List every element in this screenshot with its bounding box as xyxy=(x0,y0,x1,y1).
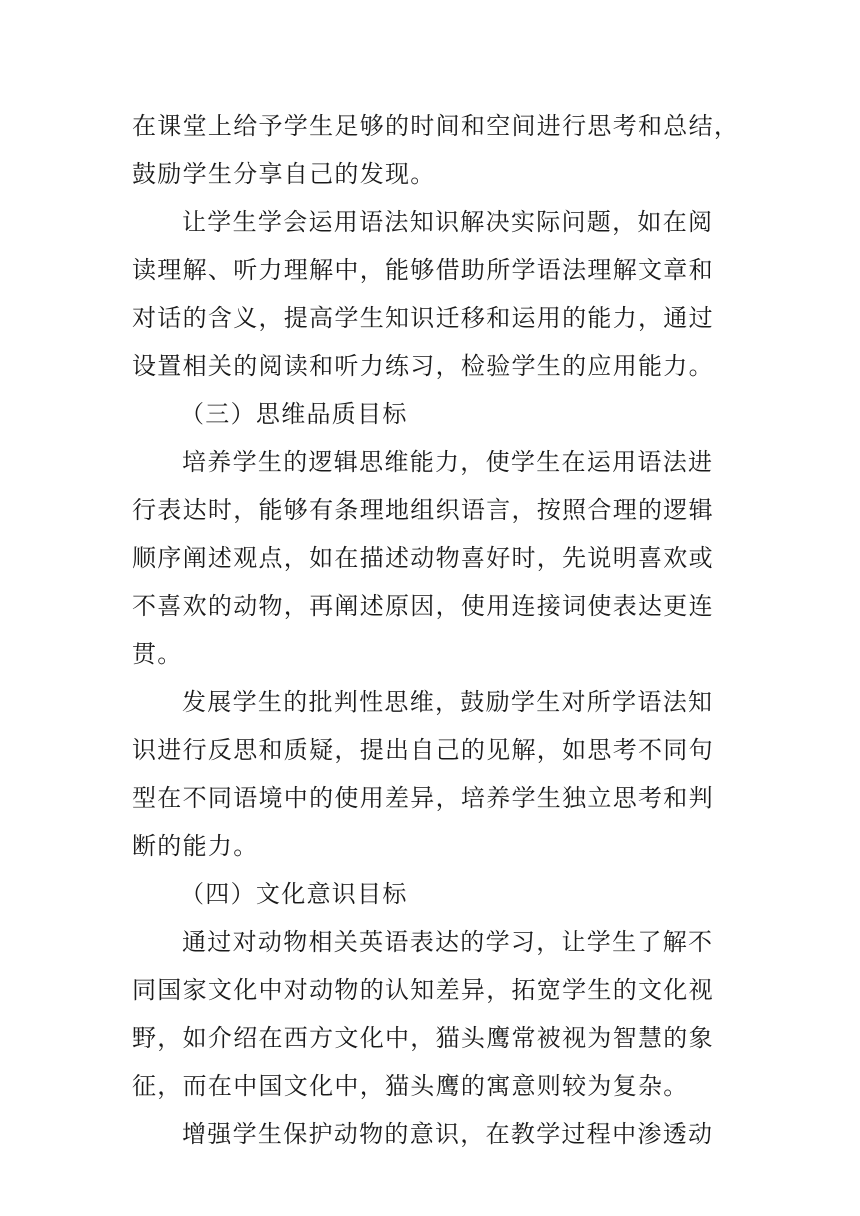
paragraph-start-line: 通过对动物相关英语表达的学习，让学生了解不 xyxy=(182,928,714,956)
paragraph-start-line: 让学生学会运用语法知识解决实际问题，如在阅 xyxy=(182,208,714,236)
section-heading-cultural-awareness: （四）文化意识目标 xyxy=(180,880,408,908)
text-line: 顺序阐述观点，如在描述动物喜好时，先说明喜欢或 xyxy=(132,544,714,572)
text-line: 鼓励学生分享自己的发现。 xyxy=(132,160,436,188)
text-line: 野，如介绍在西方文化中，猫头鹰常被视为智慧的象 xyxy=(132,1024,714,1052)
text-line: 在课堂上给予学生足够的时间和空间进行思考和总结， xyxy=(132,112,740,140)
text-line: 征，而在中国文化中，猫头鹰的寓意则较为复杂。 xyxy=(132,1072,689,1100)
document-body xyxy=(132,102,740,1158)
text-line: 不喜欢的动物，再阐述原因，使用连接词使表达更连 xyxy=(132,592,714,620)
paragraph-start-line: 增强学生保护动物的意识，在教学过程中渗透动 xyxy=(182,1120,714,1148)
paragraph-start-line: 发展学生的批判性思维，鼓励学生对所学语法知 xyxy=(182,688,714,716)
text-line: 同国家文化中对动物的认知差异，拓宽学生的文化视 xyxy=(132,976,714,1004)
text-line: 断的能力。 xyxy=(132,832,259,860)
text-line: 读理解、听力理解中，能够借助所学语法理解文章和 xyxy=(132,256,714,284)
text-line: 行表达时，能够有条理地组织语言，按照合理的逻辑 xyxy=(132,496,714,524)
text-line: 识进行反思和质疑，提出自己的见解，如思考不同句 xyxy=(132,736,714,764)
text-line: 型在不同语境中的使用差异，培养学生独立思考和判 xyxy=(132,784,714,812)
text-line: 设置相关的阅读和听力练习，检验学生的应用能力。 xyxy=(132,352,714,380)
section-heading-thinking-quality: （三）思维品质目标 xyxy=(180,400,408,428)
paragraph-start-line: 培养学生的逻辑思维能力，使学生在运用语法进 xyxy=(182,448,714,476)
text-line: 贯。 xyxy=(132,640,183,668)
text-line: 对话的含义，提高学生知识迁移和运用的能力，通过 xyxy=(132,304,714,332)
